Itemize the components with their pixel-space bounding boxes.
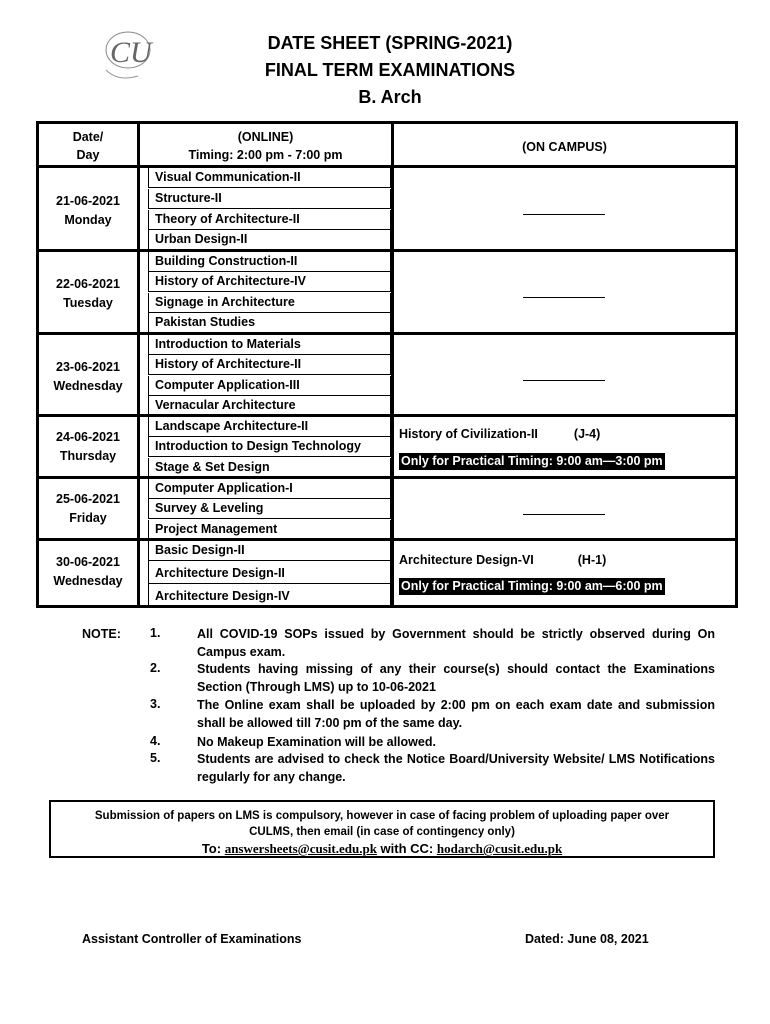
date-cell: 23-06-2021 Wednesday (53, 360, 123, 393)
exam-title: FINAL TERM EXAMINATIONS (264, 60, 516, 80)
empty-dash (523, 514, 605, 515)
practical-timing-badge: Only for Practical Timing: 9:00 am—6:00 pm (401, 579, 663, 593)
note-number: 3. (150, 697, 161, 711)
practical-timing-badge: Only for Practical Timing: 9:00 am—3:00 pm (401, 454, 663, 468)
subject-item: History of Architecture-IV (148, 272, 391, 292)
date-cell: 25-06-2021 Friday (56, 492, 120, 525)
subject-item: Architecture Design-II (148, 561, 391, 584)
date-cell: 30-06-2021 Wednesday (53, 555, 123, 588)
subject-item: Stage & Set Design (148, 458, 391, 478)
date-cell: 22-06-2021 Tuesday (56, 277, 120, 310)
note-number: 1. (150, 626, 161, 640)
hod-email-link[interactable]: hodarch@cusit.edu.pk (436, 841, 563, 856)
signatory: Assistant Controller of Examinations (82, 932, 302, 946)
subject-item: Survey & Leveling (148, 499, 391, 519)
subject-item: Structure-II (148, 189, 391, 209)
subject-item: Introduction to Design Technology (148, 437, 391, 457)
subject-item: Computer Application-I (148, 479, 391, 499)
date-cell: 24-06-2021 Thursday (56, 430, 120, 463)
subject-item: History of Architecture-II (148, 355, 391, 375)
subject-item: Project Management (148, 520, 391, 540)
campus-exam: History of Civilization-II (J-4) (399, 427, 601, 441)
subject-item: Computer Application-III (148, 376, 391, 396)
subject-item: Theory of Architecture-II (148, 210, 391, 230)
note-number: 5. (150, 751, 161, 765)
notice-line-2: CULMS, then email (in case of contingency only) (249, 826, 515, 838)
subject-item: Building Construction-II (148, 252, 391, 272)
dated: Dated: June 08, 2021 (525, 932, 649, 946)
subject-item: Urban Design-II (148, 230, 391, 250)
notice-email-line: To: answersheets@cusit.edu.pk with CC: hodarch@cusit.edu.pk (201, 841, 563, 856)
header-date-day: Date/ Day (72, 130, 104, 162)
subject-item: Architecture Design-IV (148, 584, 391, 605)
empty-dash (523, 297, 605, 298)
note-text: No Makeup Examination will be allowed. (197, 735, 436, 749)
subject-item: Introduction to Materials (148, 335, 391, 355)
subject-item: Landscape Architecture-II (148, 417, 391, 437)
campus-exam: Architecture Design-VI (H-1) (399, 553, 607, 567)
note-text: Students having missing of any their course(s) should contact the Examinations Section (Through LMS) up to 10-06-2021 (197, 662, 715, 694)
logo-lettering: CU (110, 36, 152, 69)
university-logo (98, 26, 168, 86)
note-number: 2. (150, 661, 161, 675)
submission-notice-box (49, 800, 715, 858)
subject-item: Pakistan Studies (148, 313, 391, 333)
page-title: DATE SHEET (SPRING-2021) (267, 33, 513, 53)
answersheets-email-link[interactable]: answersheets@cusit.edu.pk (224, 841, 377, 856)
program-title: B. Arch (358, 87, 422, 107)
note-text: All COVID-19 SOPs issued by Government should be strictly observed during On Campus exam. (197, 627, 715, 659)
subject-item: Signage in Architecture (148, 293, 391, 313)
note-label: NOTE: (82, 627, 121, 641)
note-text: The Online exam shall be uploaded by 2:00 pm on each exam date and submission shall be allowed till 7:00 pm of the same day. (197, 698, 715, 730)
subject-item: Basic Design-II (148, 541, 391, 561)
notice-line-1: Submission of papers on LMS is compulsory, however in case of facing problem of uploading paper over (94, 810, 670, 822)
empty-dash (523, 214, 605, 215)
note-text: Students are advised to check the Notice Board/University Website/ LMS Notifications regularly for any change. (197, 752, 715, 784)
subject-item: Vernacular Architecture (148, 396, 391, 416)
header-online: (ONLINE) Timing: 2:00 pm - 7:00 pm (188, 130, 343, 162)
note-number: 4. (150, 734, 161, 748)
date-sheet-table (36, 121, 738, 608)
subject-item: Visual Communication-II (148, 168, 391, 188)
header-on-campus: (ON CAMPUS) (522, 140, 607, 154)
date-cell: 21-06-2021 Monday (56, 194, 120, 227)
empty-dash (523, 380, 605, 381)
